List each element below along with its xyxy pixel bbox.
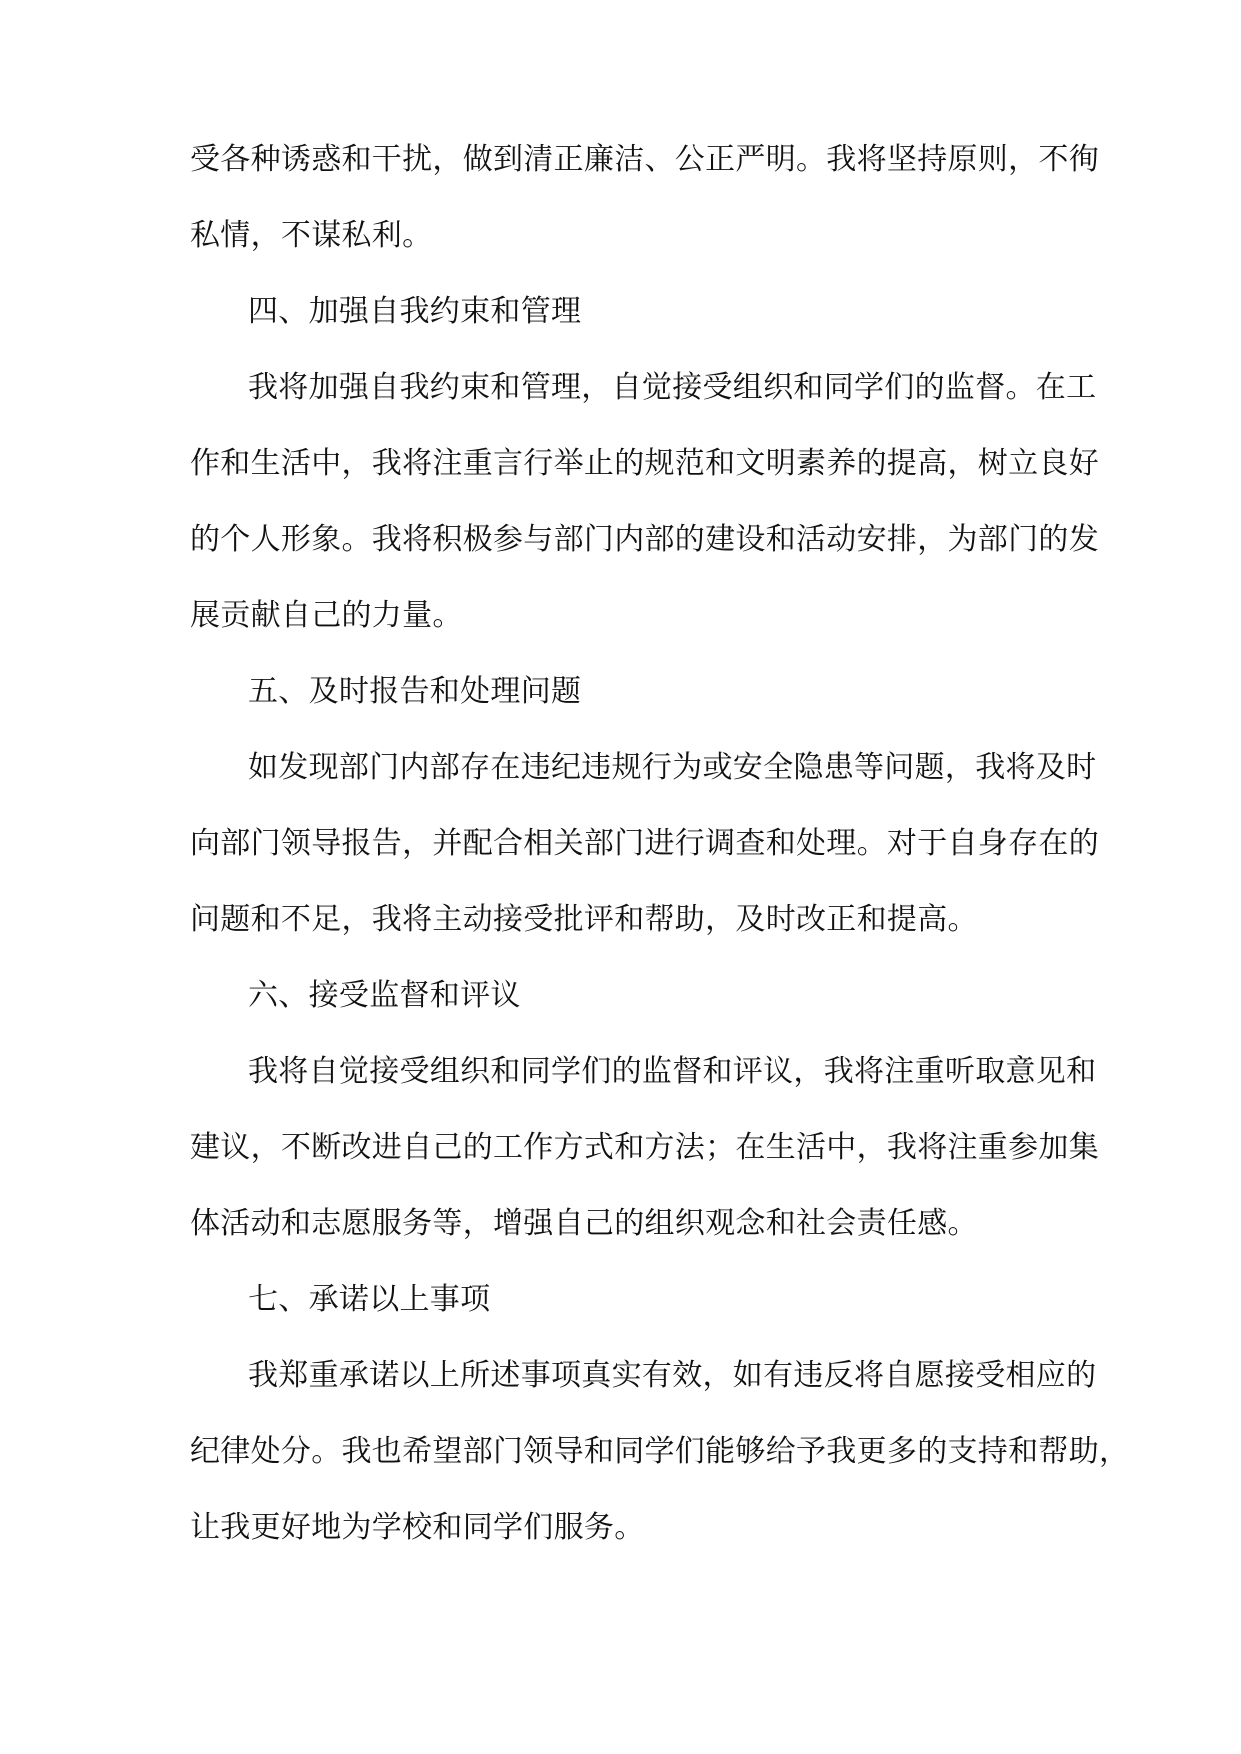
section-heading-6: 六、接受监督和评议 <box>248 978 521 1013</box>
paragraph-line: 私情，不谋私利。 <box>190 218 433 253</box>
paragraph-line: 让我更好地为学校和同学们服务。 <box>190 1510 645 1545</box>
paragraph-line: 体活动和志愿服务等，增强自己的组织观念和社会责任感。 <box>190 1206 978 1241</box>
section-heading-7: 七、承诺以上事项 <box>248 1282 491 1317</box>
section-heading-4: 四、加强自我约束和管理 <box>248 294 582 329</box>
paragraph-line: 展贡献自己的力量。 <box>190 598 463 633</box>
paragraph-line: 作和生活中，我将注重言行举止的规范和文明素养的提高，树立良好 <box>190 446 1099 481</box>
paragraph-line: 我郑重承诺以上所述事项真实有效，如有违反将自愿接受相应的 <box>248 1358 1097 1393</box>
section-heading-5: 五、及时报告和处理问题 <box>248 674 582 709</box>
paragraph-line: 我将自觉接受组织和同学们的监督和评议，我将注重听取意见和 <box>248 1054 1097 1089</box>
paragraph-line: 如发现部门内部存在违纪违规行为或安全隐患等问题，我将及时 <box>248 750 1097 785</box>
paragraph-line: 纪律处分。我也希望部门领导和同学们能够给予我更多的支持和帮助， <box>190 1434 1130 1469</box>
document-body <box>190 142 1130 1586</box>
paragraph-line: 问题和不足，我将主动接受批评和帮助，及时改正和提高。 <box>190 902 978 937</box>
paragraph-line: 建议，不断改进自己的工作方式和方法；在生活中，我将注重参加集 <box>190 1130 1099 1165</box>
paragraph-line: 的个人形象。我将积极参与部门内部的建设和活动安排，为部门的发 <box>190 522 1099 557</box>
paragraph-line: 我将加强自我约束和管理，自觉接受组织和同学们的监督。在工 <box>248 370 1097 405</box>
paragraph-line: 受各种诱惑和干扰，做到清正廉洁、公正严明。我将坚持原则，不徇 <box>190 142 1099 177</box>
paragraph-line: 向部门领导报告，并配合相关部门进行调查和处理。对于自身存在的 <box>190 826 1099 861</box>
